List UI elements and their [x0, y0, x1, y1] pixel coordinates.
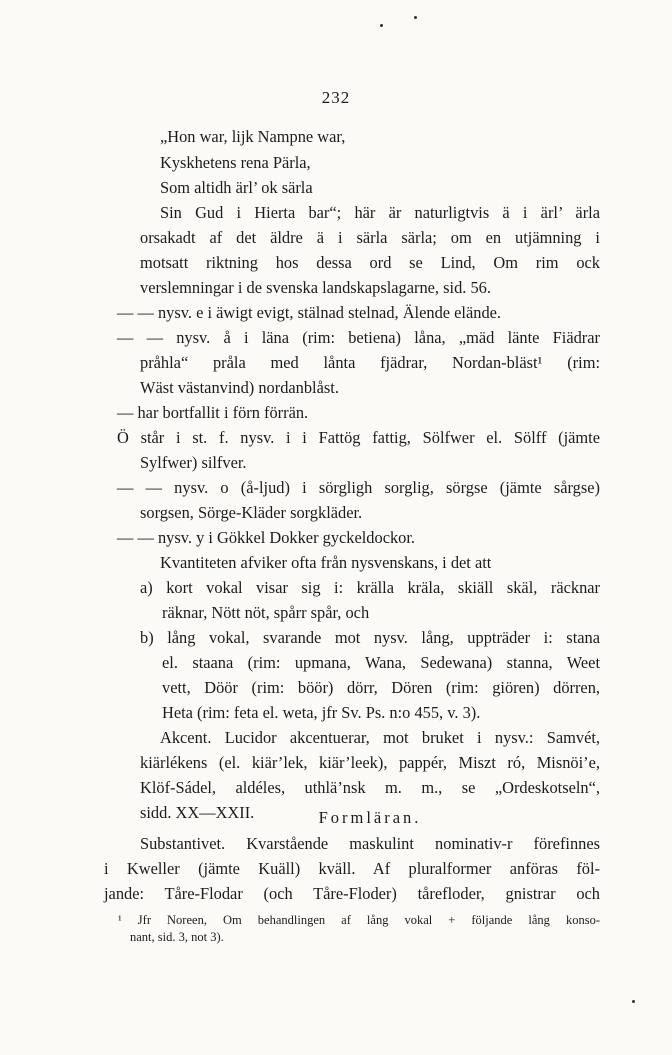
text-line: orsakadt af det äldre ä i särla särla; om en utjämning i [140, 228, 600, 247]
text-line: kiärlékens (el. kiär’lek, kiär’leek), pappér, Miszt ró, Misnöi’e, [140, 753, 600, 772]
list-item-a: a) kort vokal visar sig i: krälla kräla, skiäll skäl, räcknar [140, 578, 600, 597]
text-line: räknar, Nött nöt, spårr spår, och [162, 603, 370, 622]
verse-line: Kyskhetens rena Pärla, [160, 153, 311, 172]
text-line: sorgsen, Sörge-Kläder sorgkläder. [140, 503, 363, 522]
text-line: vett, Döör (rim: böör) dörr, Dören (rim: giören) dörren, [162, 678, 600, 697]
text-line: Kvantiteten afviker ofta från nysvenskans, i det att [160, 553, 492, 572]
text-line: Sylfwer) silfver. [140, 453, 247, 472]
verse-line: Som altidh ärl’ ok särla [160, 178, 313, 197]
text-line: — — nysv. y i Gökkel Dokker gyckeldockor. [117, 528, 416, 547]
verse-line: „Hon war, lijk Nampne war, [160, 127, 346, 146]
text-line: sidd. XX—XXII. [140, 803, 255, 822]
text-line: motsatt riktning hos dessa ord se Lind, Om rim ock [140, 253, 600, 272]
print-speck [414, 16, 417, 19]
text-line: verslemningar i de svenska landskapslagarne, sid. 56. [140, 278, 491, 297]
text-line: Heta (rim: feta el. weta, jfr Sv. Ps. n:o 455, v. 3). [162, 703, 481, 722]
page-number: 232 [321, 88, 351, 107]
text-line: Sin Gud i Hierta bar“; här är naturligtvis ä i ärl’ ärla [160, 203, 600, 222]
list-item-b: b) lång vokal, svarande mot nysv. lång, uppträder i: stana [140, 628, 600, 647]
text-line: — — nysv. å i läna (rim: betiena) låna, „mäd länte Fiädrar [117, 328, 600, 347]
text-line: jande: Tåre-Flodar (och Tåre-Floder) tårefloder, gnistrar och [104, 884, 600, 903]
text-line: pråhla“ pråla med lånta fjädrar, Nordan-bläst¹ (rim: [140, 353, 600, 372]
text-line: el. staana (rim: upmana, Wana, Sedewana) stanna, Weet [162, 653, 600, 672]
text-line: Ö står i st. f. nysv. i i Fattög fattig, Sölfwer el. Sölff (jämte [117, 428, 600, 447]
footnote-line: nant, sid. 3, not 3). [130, 930, 224, 944]
text-line: — — nysv. e i äwigt evigt, stälnad stelnad, Älende elände. [117, 303, 502, 322]
print-speck [632, 1000, 635, 1003]
section-heading: Formläran. [318, 808, 422, 827]
print-speck [380, 24, 383, 27]
footnote-line: ¹ Jfr Noreen, Om behandlingen af lång vokal + följande lång konso- [118, 913, 600, 927]
text-line: i Kweller (jämte Kuäll) kväll. Af pluralformer anföras föl- [104, 859, 600, 878]
text-line: Wäst västanvind) nordanblåst. [140, 378, 339, 397]
text-line: — har bortfallit i förn förrän. [117, 403, 309, 422]
text-line: Substantivet. Kvarstående maskulint nominativ-r förefinnes [140, 834, 600, 853]
text-line: Klöf-Sádel, aldéles, uthlä’nsk m. m., se „Ordeskotseln“, [140, 778, 600, 797]
text-line: — — nysv. o (å-ljud) i sörgligh sorglig, sörgse (jämte sårgse) [117, 478, 600, 497]
text-line: Akcent. Lucidor akcentuerar, mot bruket i nysv.: Samvét, [160, 728, 600, 747]
